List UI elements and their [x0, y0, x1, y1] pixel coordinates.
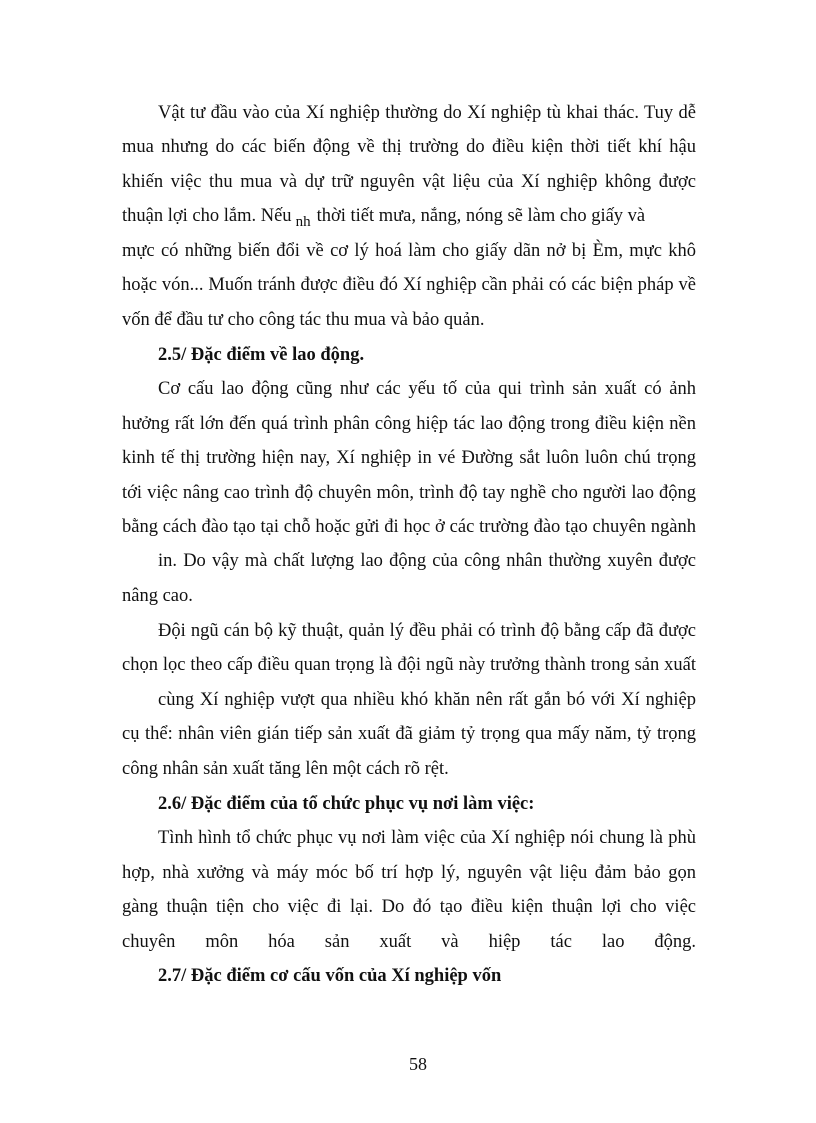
section-heading-2-6: 2.6/ Đặc điểm của tổ chức phục vụ nơi làm việc: [158, 794, 535, 814]
section-heading-2-7: 2.7/ Đặc điểm cơ cấu vốn của Xí nghiệp vốn [158, 966, 502, 986]
text-line: mua nhưng do các biến động về thị trường do điều kiện thời tiết khí hậu [122, 137, 696, 157]
text-line: Vật tư đầu vào của Xí nghiệp thường do Xí nghiệp tù khai thác. Tuy dễ [158, 103, 696, 123]
text-line: kinh tế thị trường hiện nay, Xí nghiệp in vé Đường sắt luôn luôn chú trọng [122, 448, 696, 468]
text-line: Đội ngũ cán bộ kỹ thuật, quản lý đều phải có trình độ bằng cấp đã được [158, 621, 696, 641]
text-line: chọn lọc theo cấp điều quan trọng là đội ngũ này trưởng thành trong sản xuất [122, 655, 696, 675]
text-line: Tình hình tổ chức phục vụ nơi làm việc của Xí nghiệp nói chung là phù [158, 828, 696, 848]
text-line: in. Do vậy mà chất lượng lao động của công nhân thường xuyên được [158, 551, 696, 571]
text-line: cụ thể: nhân viên gián tiếp sản xuất đã giảm tỷ trọng qua mấy năm, tỷ trọng [122, 724, 696, 744]
text-line: nâng cao. [122, 586, 193, 606]
text-line: tới việc nâng cao trình độ chuyên môn, trình độ tay nghề cho người lao động [122, 483, 696, 503]
text-line: công nhân sản xuất tăng lên một cách rõ rệt. [122, 759, 449, 779]
page-number: 58 [409, 1054, 427, 1074]
text-line: khiến việc thu mua và dự trữ nguyên vật liệu của Xí nghiệp không được [122, 172, 696, 192]
text-line: chuyên môn hóa sản xuất và hiệp tác lao động. [122, 932, 696, 952]
subscript-fragment: nh [295, 214, 311, 230]
text-line: bằng cách đào tạo tại chỗ hoặc gửi đi học ở các trường đào tạo chuyên ngành [122, 517, 696, 537]
text-line: mực có những biến đổi về cơ lý hoá làm cho giấy dãn nở bị Èm, mực khô [122, 241, 696, 261]
text-line: hưởng rất lớn đến quá trình phân công hiệp tác lao động trong điều kiện nền [122, 414, 696, 434]
text-line: hoặc vón... Muốn tránh được điều đó Xí nghiệp cần phải có các biện pháp về [122, 275, 696, 295]
text-line: hợp, nhà xưởng và máy móc bố trí hợp lý, nguyên vật liệu đảm bảo gọn [122, 863, 696, 883]
text-line: vốn để đầu tư cho công tác thu mua và bảo quản. [122, 310, 485, 330]
text-line: cùng Xí nghiệp vượt qua nhiều khó khăn nên rất gắn bó với Xí nghiệp [158, 690, 696, 710]
text-fragment: thời tiết mưa, nắng, nóng sẽ làm cho giấy và [316, 206, 646, 226]
text-fragment: thuận lợi cho lắm. Nếu [122, 206, 292, 226]
text-line: Cơ cấu lao động cũng như các yếu tố của qui trình sản xuất có ảnh [158, 379, 696, 399]
text-line: gàng thuận tiện cho việc đi lại. Do đó tạo điều kiện thuận lợi cho việc [122, 897, 696, 917]
section-heading-2-5: 2.5/ Đặc điểm về lao động. [158, 345, 365, 365]
text-line-with-subscript [122, 204, 696, 234]
